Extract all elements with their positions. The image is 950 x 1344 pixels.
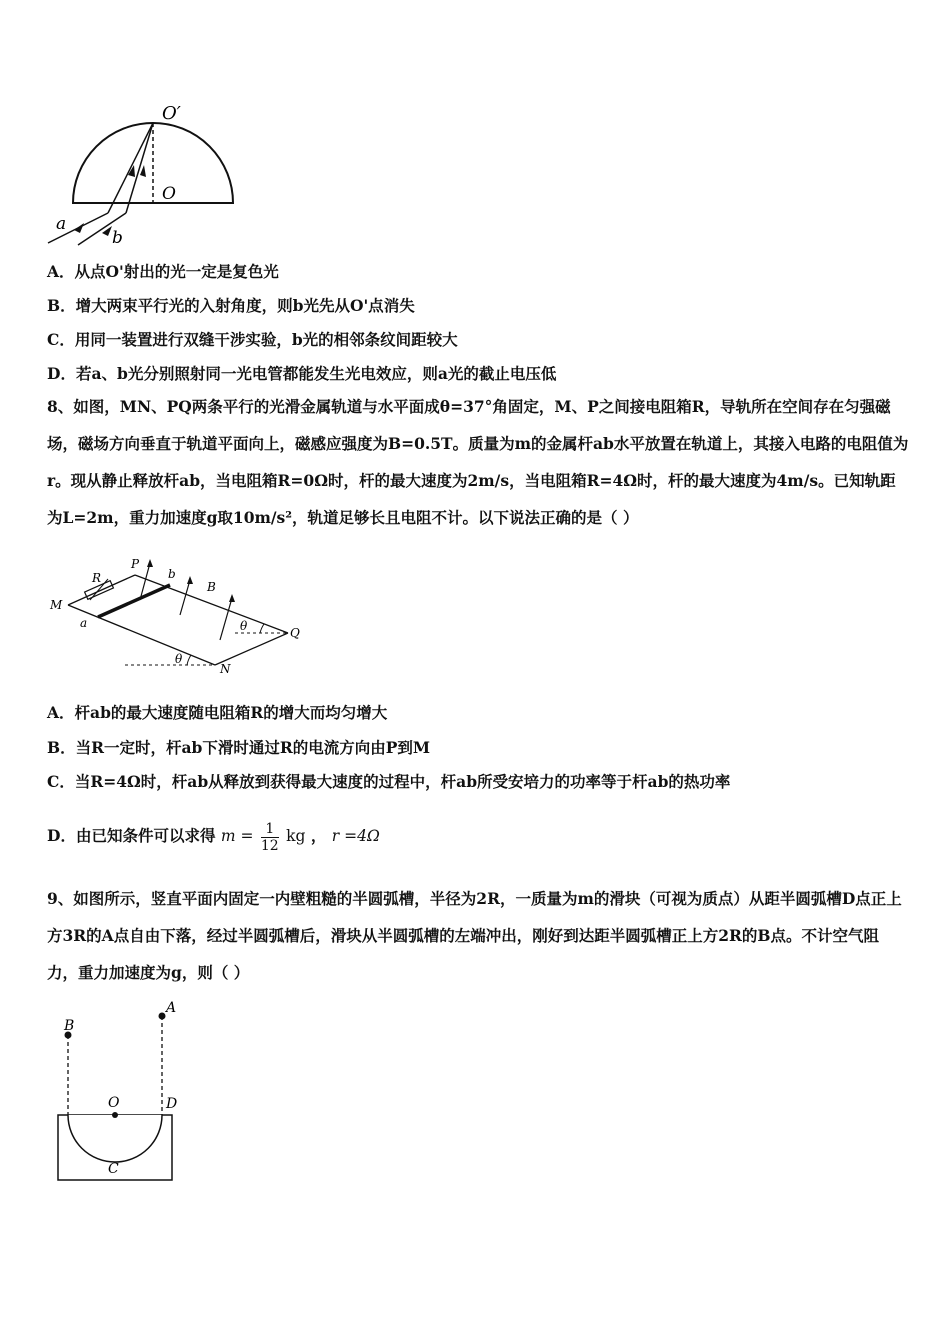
q7-option-a: A．从点O'射出的光一定是复色光: [47, 262, 279, 281]
q8-option-b: B．当R一定时，杆ab下滑时通过R的电流方向由P到M: [47, 738, 431, 757]
q8-stem: 8、如图，MN、PQ两条平行的光滑金属轨道与水平面成θ=37°角固定，M、P之间接电阻箱R，导轨所在空间存在匀强磁场，磁场方向垂直于轨道平面向上，磁感应强度为B=0.5T。质量为m的金属杆ab水平放置在轨道上，其接入电路的电阻值为r。现从静止释放杆ab，当电阻箱R=0Ω时，杆的最大速度为2m/s，当电阻箱R=4Ω时，杆的最大速度为4m/s。已知轨距为L=2m，重力加速度g取10m/s²，轨道足够长且电阻不计。以下说法正确的是（ ）: [47, 397, 909, 527]
fraction-denominator: 12: [260, 837, 279, 854]
q8-label-field-b: B: [207, 580, 216, 594]
fraction-numerator: 1: [261, 821, 279, 838]
q9-stem: 9、如图所示，竖直平面内固定一内壁粗糙的半圆弧槽，半径为2R，一质量为m的滑块（可视为质点）从距半圆弧槽D点正上方3R的A点自由下落，经过半圆弧槽后，滑块从半圆弧槽的左端冲出，刚好到达距半圆弧槽正上方2R的B点。不计空气阻力，重力加速度为g，则（ ）: [47, 889, 902, 982]
q8-label-theta-bottom: θ: [175, 652, 183, 666]
q9-label-d: D: [166, 1096, 178, 1112]
q8-label-n: N: [220, 662, 231, 676]
q8-option-d-separator: ，: [310, 826, 327, 845]
q9-label-a: A: [166, 1000, 177, 1016]
q8-option-d-r: r =4Ω: [331, 827, 380, 845]
q9-label-c: C: [108, 1161, 119, 1177]
q8-label-a: a: [80, 616, 88, 630]
q8-label-theta-top: θ: [240, 619, 248, 633]
q7-option-c: C．用同一装置进行双缝干涉实验，b光的相邻条纹间距较大: [47, 330, 458, 349]
q8-option-d-m: m =: [220, 827, 254, 845]
q8-option-d-fraction: [261, 821, 279, 854]
q8-figure: [40, 555, 310, 680]
q9-label-b: B: [64, 1018, 75, 1034]
q7-figure: [40, 95, 250, 255]
q8-option-d: [47, 808, 380, 864]
q8-option-d-text: D．由已知条件可以求得: [47, 826, 216, 845]
q8-label-m: M: [50, 598, 63, 612]
q8-option-a: A．杆ab的最大速度随电阻箱R的增大而均匀增大: [47, 703, 388, 722]
q7-label-a: a: [56, 214, 67, 234]
q7-label-o: O: [162, 184, 176, 204]
q8-option-d-unit: kg: [286, 827, 306, 845]
q8-diagram: [40, 555, 310, 680]
q7-diagram: [40, 95, 250, 255]
q8-option-c: C．当R=4Ω时，杆ab从释放到获得最大速度的过程中，杆ab所受安培力的功率等于杆ab的热功率: [47, 772, 731, 791]
q9-figure: [50, 990, 200, 1190]
q8-label-q: Q: [290, 626, 300, 640]
q7-option-d: D．若a、b光分别照射同一光电管都能发生光电效应，则a光的截止电压低: [47, 364, 557, 383]
q8-label-p: P: [131, 557, 140, 571]
q7-label-o-prime: O′: [162, 103, 181, 124]
q9-diagram: [50, 990, 200, 1190]
q9-label-o: O: [108, 1095, 120, 1111]
q7-label-b: b: [112, 228, 123, 248]
q8-label-r: R: [92, 571, 102, 585]
q8-label-b: b: [168, 567, 176, 581]
q7-option-b: B．增大两束平行光的入射角度，则b光先从O'点消失: [47, 296, 415, 315]
